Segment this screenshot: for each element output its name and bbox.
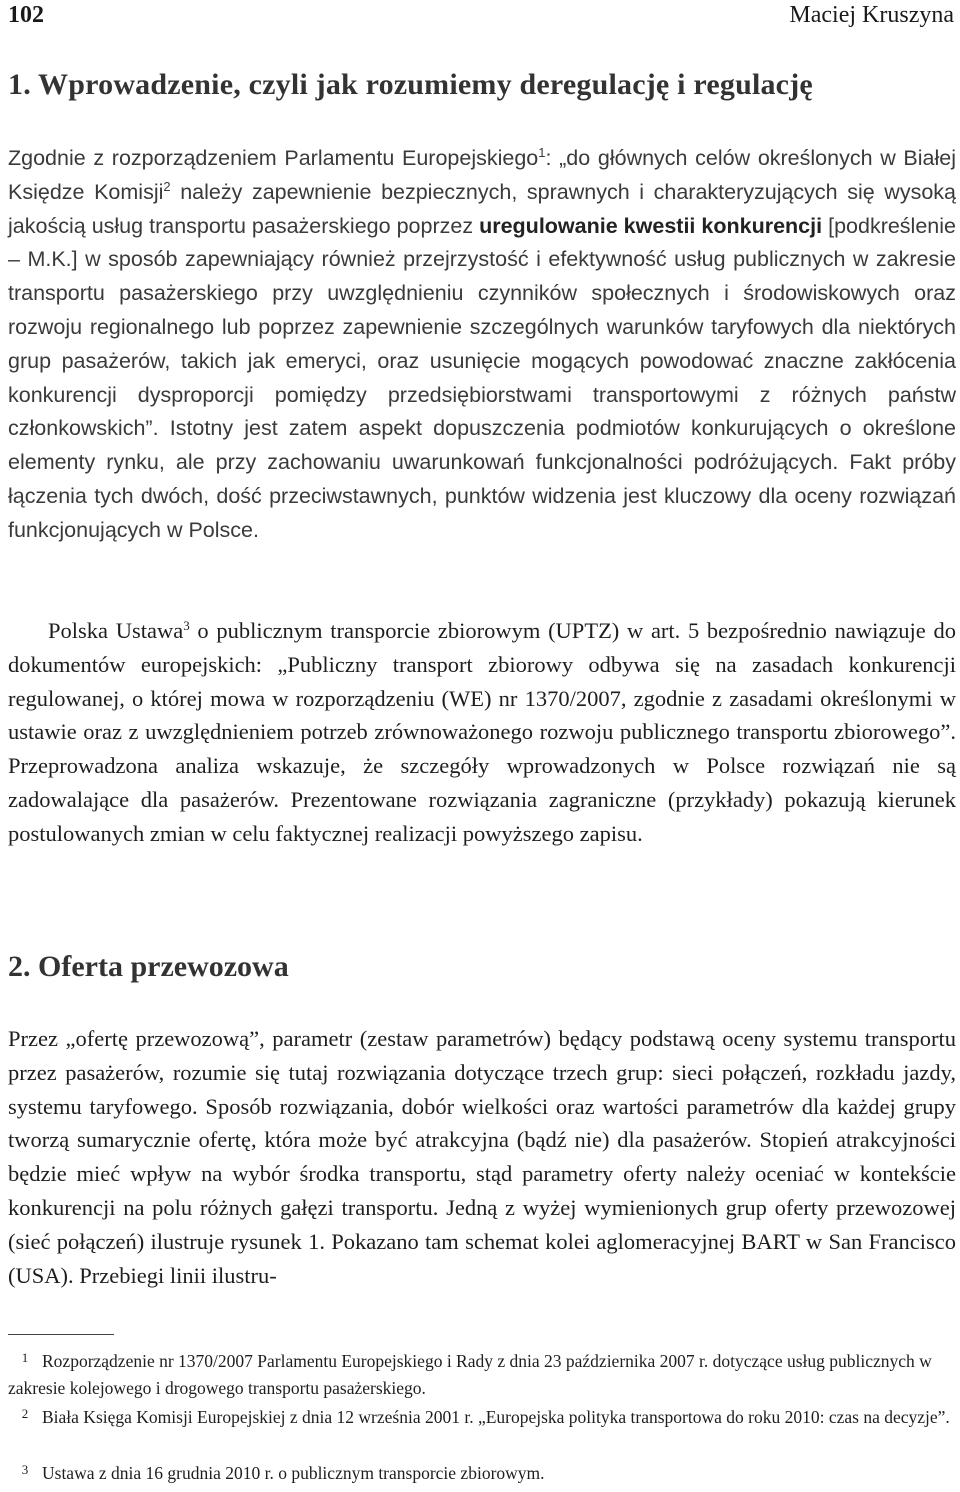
text-run: o publicznym transporcie zbiorowym (UPTZ) w art. 5 bezpośrednio nawiązuje do dokumentów europejskich: „Publiczny transport zbiorowy odbywa się na zasadach konkurencji regulowanej, o której mowa w rozporządzeniu (WE) nr 1370/2007, zgodnie z zasadami określonymi w ustawie oraz z uwzględnieniem potrzeb zrównoważonego rozwoju publicznego transportu zbiorowego”. Przeprowadzona analiza wskazuje, że szczegóły wprowadzonych w Polsce rozwiązań nie są zadowalające dla pasażerów. Prezentowane rozwiązania zagraniczne (przykłady) pokazują kierunek postulowanych zmian w celu faktycznej realizacji powyższego zapisu. <box>8 618 956 846</box>
footnote-ref-1[interactable]: 1 <box>538 145 546 160</box>
text-run: Polska Ustawa <box>48 618 184 643</box>
footnote-ref-3[interactable]: 3 <box>183 618 190 633</box>
bold-emphasis: uregulowanie kwestii konkurencji <box>479 213 823 238</box>
section-2-heading: 2. Oferta przewozowa <box>8 950 289 983</box>
text-run: Zgodnie z rozporządzeniem Parlamentu Europejskiego <box>8 146 539 170</box>
footnote-1: 1 Rozporządzenie nr 1370/2007 Parlamentu Europejskiego i Rady z dnia 23 października 2007 r. dotyczące usług publicznych w zakresie kolejowego i drogowego transportu pasażerskiego. <box>8 1350 932 1398</box>
footnote-ref-2[interactable]: 2 <box>163 178 171 194</box>
footnote-separator <box>8 1334 114 1335</box>
text-run: [podkreślenie – M.K.] w sposób zapewniający również przejrzystość i efektywność usług publicznych w zakresie transportu pasażerskiego przy uwzględnieniu czynników społecznych i środowiskowych oraz rozwoju regionalnego lub poprzez zapewnienie szczególnych warunków taryfowych dla niektórych grup pasażerów, takich jak emeryci, oraz usunięcie mogących powodować znaczne zakłócenia konkurencji dysproporcji pomiędzy przedsiębiorstwami transportowymi z różnych państw członkowskich”. Istotny jest zatem aspekt dopuszczenia podmiotów konkurujących o określone elementy rynku, ale przy zachowaniu uwarunkowań funkcjonalności podróżujących. Fakt próby łączenia tych dwóch, dość przeciwstawnych, punktów widzenia jest kluczowy dla oceny rozwiązań funkcjonujących w Polsce. <box>8 213 956 542</box>
text-run: należy zapewnienie bezpiecznych, sprawnych i charakteryzujących się wysoką jakością usług transportu pasażerskiego poprzez <box>8 179 957 238</box>
footnote-text: Biała Księga Komisji Europejskiej z dnia 12 września 2001 r. „Europejska polityka transportowa do roku 2010: czas na decyzje”. <box>42 1407 950 1427</box>
footnote-3: 3 Ustawa z dnia 16 grudnia 2010 r. o publicznym transporcie zbiorowym. <box>21 1462 545 1483</box>
page-number: 102 <box>8 2 44 28</box>
section-2-paragraph-1: Przez „ofertę przewozową”, parametr (zestaw parametrów) będący podstawą oceny systemu transportu przez pasażerów, rozumie się tutaj rozwiązania dotyczące trzech grup: sieci połączeń, rozkładu jazdy, systemu taryfowego. Sposób rozwiązania, dobór wielkości oraz wartości parametrów dla każdej grupy tworzą sumarycznie ofertę, która może być atrakcyjna (bądź nie) dla pasażerów. Stopień atrakcyjności będzie mieć wpływ na wybór środka transportu, stąd parametry oferty należy oceniać w kontekście konkurencji na polu różnych gałęzi transportu. Jedną z wyżej wymienionych grup oferty przewozowej (sieć połączeń) ilustruje rysunek 1. Pokazano tam schemat kolei aglomeracyjnej BART w San Francisco (USA). Przebiegi linii ilustru- <box>8 1026 956 1288</box>
text-run: : „do głównych celów określonych w Białej Księdze Komisji <box>8 146 956 204</box>
footnote-text: Ustawa z dnia 16 grudnia 2010 r. o publicznym transporcie zbiorowym. <box>42 1463 545 1483</box>
running-header <box>8 2 954 30</box>
header-author: Maciej Kruszyna <box>789 2 954 28</box>
footnote-text: Rozporządzenie nr 1370/2007 Parlamentu Europejskiego i Rady z dnia 23 października 2007 r. dotyczące usług publicznych w zakresie kolejowego i drogowego transportu pasażerskiego. <box>8 1351 932 1398</box>
section-1-heading: 1. Wprowadzenie, czyli jak rozumiemy deregulację i regulację <box>8 68 813 101</box>
footnote-2: 2 Biała Księga Komisji Europejskiej z dnia 12 września 2001 r. „Europejska polityka transportowa do roku 2010: czas na decyzje”. <box>21 1406 950 1427</box>
section-1-paragraph-1 <box>8 142 956 548</box>
section-1-paragraph-2 <box>8 614 956 851</box>
